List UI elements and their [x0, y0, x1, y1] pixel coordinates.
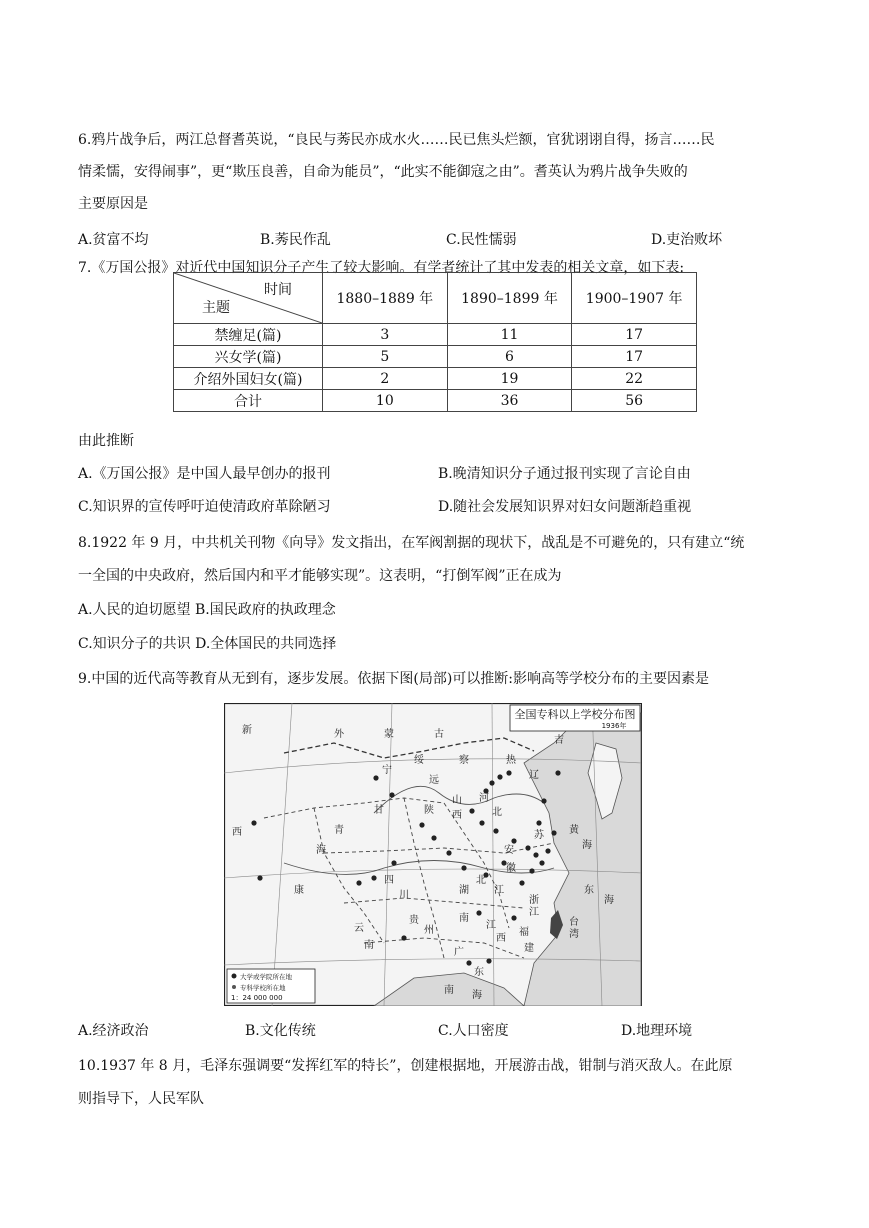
- map-label: 吉: [554, 735, 564, 746]
- row-label: 禁缠足(篇): [174, 324, 323, 346]
- q8-options-ab: A.人民的迫切愿望 B.国民政府的执政理念: [78, 602, 336, 618]
- q7-lead: 由此推断: [78, 433, 134, 449]
- column-header: 1890–1899 年: [447, 273, 572, 324]
- legend-university: 大学或学院所在地: [240, 973, 292, 981]
- table-cell: 17: [572, 346, 697, 368]
- map-label: 察: [459, 755, 469, 766]
- map-label: 古: [434, 729, 444, 740]
- q9-stem: 9.中国的近代高等教育从无到有，逐步发展。依据下图(局部)可以推断:影响高等学校分布的主要因素是: [78, 671, 709, 687]
- q8-stem-line2: 一全国的中央政府，然后国内和平才能够实现”。这表明，“打倒军阀”正在成为: [78, 568, 562, 584]
- q9-option-a: A.经济政治: [78, 1023, 149, 1039]
- map-label: 湖: [459, 885, 469, 896]
- table-cell: 6: [447, 346, 572, 368]
- table-cell: 56: [572, 390, 697, 412]
- q6-stem-line2: 情柔懦，安得闹事”，更“欺压良善，自命为能员”，“此实不能御寇之由”。耆英认为鸦片战争失败的: [78, 164, 688, 180]
- q10-stem-line1: 10.1937 年 8 月，毛泽东强调要“发挥红军的特长”，创建根据地，开展游击战，钳制与消灭敌人。在此原: [78, 1058, 733, 1074]
- column-header: 1880–1889 年: [323, 273, 448, 324]
- map-label: 黄: [569, 825, 579, 836]
- map-label: 东: [474, 967, 484, 978]
- q6-option-c: C.民性懦弱: [446, 232, 517, 248]
- table-cell: 36: [447, 390, 572, 412]
- q7-stem: 7.《万国公报》对近代中国知识分子产生了较大影响。有学者统计了其中发表的相关文章，如下表:: [78, 260, 685, 276]
- map-label: 台: [569, 917, 579, 928]
- map-label: 广: [454, 947, 464, 958]
- legend-college: 专科学校所在地: [240, 984, 286, 992]
- q6-option-b: B.莠民作乱: [260, 232, 331, 248]
- table-cell: 11: [447, 324, 572, 346]
- map-label: 四: [384, 875, 394, 886]
- q6-stem-line1: 6.鸦片战争后，两江总督耆英说，“良民与莠民亦成水火……民已焦头烂额，官犹诩诩自得，扬言……民: [78, 132, 715, 148]
- map-label: 东: [584, 885, 594, 896]
- map-label: 江: [494, 885, 504, 896]
- map-label: 江: [486, 920, 496, 931]
- map-label: 甘: [374, 805, 384, 816]
- map-label: 南: [444, 985, 454, 996]
- map-label: 川: [399, 890, 409, 901]
- table-corner-cell: [174, 273, 323, 324]
- map-label: 新: [242, 725, 252, 736]
- map-label: 西: [496, 933, 506, 944]
- table-cell: 5: [323, 346, 448, 368]
- map-label: 外: [334, 729, 344, 740]
- row-label: 合计: [174, 390, 323, 412]
- table-cell: 10: [323, 390, 448, 412]
- table-cell: 3: [323, 324, 448, 346]
- map-year: 1936年: [601, 722, 627, 730]
- map-label: 陕: [424, 805, 434, 816]
- table-header-row: [174, 273, 697, 324]
- q9-option-b: B.文化传统: [245, 1023, 316, 1039]
- q6-option-d: D.吏治败坏: [651, 232, 723, 248]
- q7-option-c: C.知识界的宣传呼吁迫使清政府革除陋习: [78, 499, 331, 515]
- map-label: 河: [479, 793, 489, 804]
- table-cell: 19: [447, 368, 572, 390]
- map-label: 安: [504, 845, 514, 856]
- q7-option-d: D.随社会发展知识界对妇女问题渐趋重视: [438, 499, 692, 515]
- diagonal-line: [174, 273, 322, 323]
- map-label: 海: [316, 845, 326, 856]
- map-label: 苏: [534, 830, 544, 841]
- map-label: 北: [476, 875, 486, 886]
- legend-scale: 1：24 000 000: [231, 994, 283, 1002]
- map-label: 热: [506, 755, 516, 766]
- map-label: 海: [472, 990, 482, 1001]
- table-cell: 2: [323, 368, 448, 390]
- q9-option-d: D.地理环境: [621, 1023, 693, 1039]
- table-row: [174, 346, 697, 368]
- map-label: 州: [424, 925, 434, 936]
- map-label: 海: [604, 895, 614, 906]
- q6-stem-line3: 主要原因是: [78, 196, 148, 212]
- corner-label-topic: 主题: [202, 300, 230, 316]
- map-label: 贵: [409, 915, 419, 926]
- map-label: 福: [519, 927, 529, 938]
- map-label: 西: [232, 827, 242, 838]
- q6-option-a: A.贫富不均: [78, 232, 149, 248]
- map-label: 建: [524, 943, 534, 954]
- q10-stem-line2: 则指导下，人民军队: [78, 1091, 204, 1107]
- map-label: 绥: [414, 755, 424, 766]
- table-cell: 17: [572, 324, 697, 346]
- map-label: 浙: [529, 895, 539, 906]
- table-row: [174, 324, 697, 346]
- map-label: 湾: [569, 929, 579, 940]
- map-label: 南: [459, 913, 469, 924]
- map-label: 远: [429, 775, 439, 786]
- q8-stem-line1: 8.1922 年 9 月，中共机关刊物《向导》发文指出，在军阀割据的现状下，战乱是不可避免的，只有建立“统: [78, 535, 745, 551]
- map-label: 徽: [506, 863, 516, 874]
- q7-statistics-table: [173, 272, 697, 412]
- map-label: 云: [354, 923, 364, 934]
- map-label: 西: [452, 810, 462, 821]
- map-title: 全国专科以上学校分布图: [514, 708, 636, 721]
- column-header: 1900–1907 年: [572, 273, 697, 324]
- table-cell: 22: [572, 368, 697, 390]
- map-label: 青: [334, 825, 344, 836]
- map-label: 辽: [529, 770, 539, 781]
- q7-option-a: A.《万国公报》是中国人最早创办的报刊: [78, 466, 331, 482]
- q7-option-b: B.晚清知识分子通过报刊实现了言论自由: [438, 466, 691, 482]
- q9-option-c: C.人口密度: [438, 1023, 509, 1039]
- map-label: 江: [529, 907, 539, 918]
- map-label: 山: [452, 795, 462, 806]
- map-label: 康: [294, 885, 304, 896]
- map-label: 北: [492, 807, 502, 818]
- row-label: 介绍外国妇女(篇): [174, 368, 323, 390]
- q8-options-cd: C.知识分子的共识 D.全体国民的共同选择: [78, 636, 337, 652]
- table-row: [174, 368, 697, 390]
- corner-label-time: 时间: [264, 282, 292, 298]
- row-label: 兴女学(篇): [174, 346, 323, 368]
- map-label: 蒙: [384, 729, 394, 740]
- map-label: 南: [364, 940, 374, 951]
- table-row: [174, 390, 697, 412]
- map-label: 宁: [382, 765, 392, 776]
- map-label: 海: [582, 840, 592, 851]
- school-distribution-map: [224, 703, 642, 1006]
